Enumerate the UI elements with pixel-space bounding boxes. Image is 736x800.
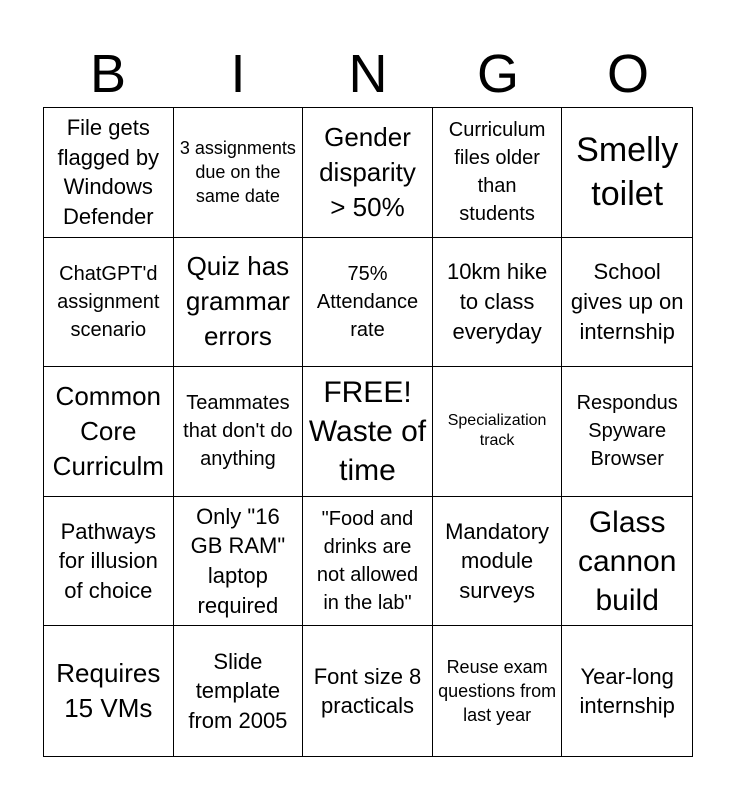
header-letter-g: G — [476, 44, 519, 104]
bingo-cell-text: Gender disparity > 50% — [319, 121, 416, 222]
bingo-cell-text: Glass cannon build — [577, 505, 677, 617]
bingo-cell-text: Slide template from 2005 — [188, 648, 288, 734]
bingo-cell-text: Requires 15 VMs — [56, 658, 161, 724]
bingo-cell-text: Smelly toilet — [576, 131, 679, 214]
bingo-cell-text: Respondus Spyware Browser — [576, 392, 678, 471]
bingo-cell[interactable] — [562, 238, 692, 368]
bingo-header — [43, 40, 693, 108]
bingo-cell[interactable] — [174, 367, 304, 497]
header-letter-n: N — [348, 44, 388, 104]
bingo-cell[interactable] — [562, 626, 692, 756]
bingo-cell[interactable] — [174, 238, 304, 368]
bingo-cell[interactable] — [174, 108, 304, 238]
bingo-cell-text: Teammates that don't do anything — [183, 392, 293, 471]
bingo-cell[interactable] — [562, 367, 692, 497]
bingo-cell-text: 3 assignments due on the same date — [179, 137, 296, 207]
bingo-cell-text: File gets flagged by Windows Defender — [57, 114, 160, 229]
bingo-cell[interactable] — [303, 238, 433, 368]
bingo-cell-text: "Food and drinks are not allowed in the lab" — [316, 508, 419, 615]
free-space-cell[interactable] — [303, 367, 433, 497]
bingo-cell-text: FREE! Waste of time — [308, 375, 427, 487]
bingo-cell[interactable] — [303, 626, 433, 756]
bingo-cell-text: ChatGPT'd assignment scenario — [57, 262, 160, 341]
bingo-cell-text: Only "16 GB RAM" laptop required — [190, 503, 286, 618]
header-letter-i: I — [230, 44, 246, 104]
bingo-cell[interactable] — [562, 497, 692, 627]
bingo-cell[interactable] — [433, 108, 563, 238]
bingo-cell-text: Specialization track — [447, 411, 547, 450]
bingo-cell-text: Mandatory module surveys — [445, 518, 550, 603]
bingo-cell[interactable] — [174, 497, 304, 627]
bingo-cell-text: Font size 8 practicals — [313, 663, 422, 719]
bingo-cell[interactable] — [303, 497, 433, 627]
bingo-cell[interactable] — [44, 238, 174, 368]
header-letter-o: O — [606, 44, 649, 104]
bingo-board — [43, 107, 693, 757]
bingo-cell-text: School gives up on internship — [570, 259, 684, 344]
bingo-cell[interactable] — [44, 497, 174, 627]
bingo-cell-text: Curriculum files older than students — [448, 119, 546, 226]
bingo-cell[interactable] — [562, 108, 692, 238]
bingo-cell[interactable] — [433, 367, 563, 497]
bingo-cell-text: Quiz has grammar errors — [185, 251, 290, 352]
header-letter-b: B — [89, 44, 127, 104]
bingo-cell-text: Reuse exam questions from last year — [438, 656, 557, 726]
bingo-cell-text: Pathways for illusion of choice — [58, 518, 158, 603]
bingo-cell-text: 75% Attendance rate — [316, 262, 419, 341]
bingo-cell[interactable] — [433, 626, 563, 756]
bingo-cell[interactable] — [433, 497, 563, 627]
bingo-cell[interactable] — [44, 367, 174, 497]
bingo-cell[interactable] — [44, 108, 174, 238]
bingo-cell[interactable] — [174, 626, 304, 756]
bingo-cell-text: Common Core Curriculm — [52, 380, 164, 482]
bingo-cell[interactable] — [44, 626, 174, 756]
bingo-cell-text: 10km hike to class everyday — [446, 259, 548, 344]
bingo-cell[interactable] — [303, 108, 433, 238]
bingo-cell[interactable] — [433, 238, 563, 368]
bingo-cell-text: Year-long internship — [579, 663, 675, 719]
